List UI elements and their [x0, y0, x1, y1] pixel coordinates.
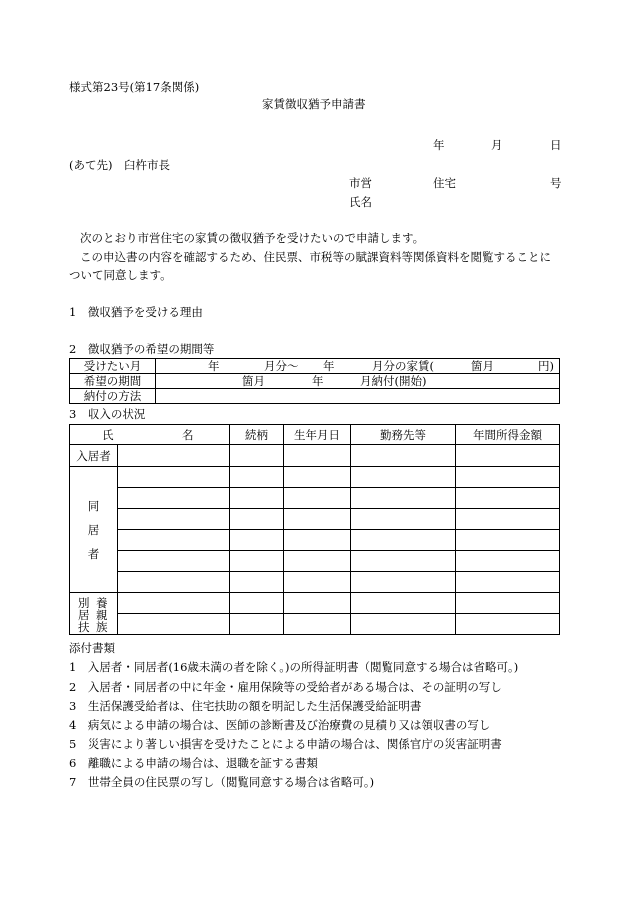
desired-month-from: 月分～ — [264, 359, 299, 373]
resident-label: 入居者 — [70, 445, 118, 467]
desired-month-to: 月分の家賃( — [372, 359, 434, 373]
resident-name-cell[interactable] — [118, 445, 230, 467]
cohabitant-relation-cell[interactable] — [230, 530, 284, 551]
desired-period-year: 年 — [312, 374, 324, 388]
dependent-birth-cell[interactable] — [284, 593, 351, 614]
attachment-item: 4 病気による申請の場合は、医師の診断書及び治療費の見積り又は領収書の写し — [69, 718, 491, 732]
payment-method-row — [70, 389, 560, 404]
col-birth-header: 生年月日 — [284, 425, 351, 445]
cohabitant-name-cell[interactable] — [118, 467, 230, 488]
dependent-relation-cell[interactable] — [230, 614, 284, 635]
col-income-header: 年間所得金額 — [456, 425, 560, 445]
dependent-char: 養 — [96, 596, 108, 610]
cohabitant-birth-cell[interactable] — [284, 551, 351, 572]
cohabitant-birth-cell[interactable] — [284, 530, 351, 551]
dependent-name-cell[interactable] — [118, 614, 230, 635]
resident-income-cell[interactable] — [456, 445, 560, 467]
cohabitant-income-cell[interactable] — [456, 551, 560, 572]
cohabitant-relation-cell[interactable] — [230, 509, 284, 530]
attachment-item: 2 入居者・同居者の中に年金・雇用保険等の受給者がある場合は、その証明の写し — [69, 680, 502, 694]
dependent-char: 別 — [78, 596, 90, 610]
dependent-col-2 — [96, 597, 108, 633]
desired-month-year-2: 年 — [323, 359, 335, 373]
cohabitant-row — [70, 551, 560, 572]
desired-month-yen: 円) — [538, 359, 554, 373]
statement-paragraph-2b: ついて同意します。 — [69, 268, 172, 282]
cohabitant-char-2: 居 — [87, 522, 100, 537]
dependent-income-cell[interactable] — [456, 614, 560, 635]
dependent-char: 居 — [78, 608, 90, 622]
number-label: 号 — [550, 176, 562, 190]
addressee: (あて先) 臼杵市長 — [69, 158, 170, 172]
cohabitant-income-cell[interactable] — [456, 572, 560, 593]
desired-period-start: 月納付(開始) — [360, 374, 427, 388]
dependent-row — [70, 614, 560, 635]
cohabitant-row — [70, 530, 560, 551]
cohabitant-work-cell[interactable] — [351, 572, 456, 593]
cohabitant-row — [70, 488, 560, 509]
applicant-name-label: 氏名 — [349, 195, 372, 209]
dependent-row — [70, 593, 560, 614]
dependent-birth-cell[interactable] — [284, 614, 351, 635]
cohabitant-name-cell[interactable] — [118, 572, 230, 593]
dependent-char: 親 — [96, 608, 108, 622]
attachment-item: 6 離職による申請の場合は、退職を証する書類 — [69, 756, 318, 770]
col-name-char-2: 名 — [182, 428, 194, 442]
desired-period-row — [70, 374, 560, 389]
income-status-table — [69, 424, 560, 635]
statement-paragraph-2a: この申込書の内容を確認するため、住民票、市税等の賦課資料等関係資料を閲覧することに — [80, 250, 552, 264]
cohabitant-income-cell[interactable] — [456, 530, 560, 551]
jutaku-label: 住宅 — [433, 176, 456, 190]
payment-method-field[interactable] — [156, 389, 560, 404]
attachment-item: 3 生活保護受給者は、住宅扶助の額を明記した生活保護受給証明書 — [69, 699, 422, 713]
desired-period-field[interactable] — [156, 374, 560, 389]
payment-method-label: 納付の方法 — [70, 389, 156, 404]
desired-period-count: 箇月 — [242, 374, 265, 388]
cohabitant-birth-cell[interactable] — [284, 488, 351, 509]
cohabitant-row — [70, 467, 560, 488]
cohabitant-name-cell[interactable] — [118, 509, 230, 530]
col-relation-header: 続柄 — [230, 425, 284, 445]
cohabitant-relation-cell[interactable] — [230, 572, 284, 593]
section-2-heading: 2 徴収猶予の希望の期間等 — [69, 342, 215, 356]
cohabitant-relation-cell[interactable] — [230, 467, 284, 488]
cohabitant-char-1: 同 — [87, 498, 100, 513]
cohabitant-row — [70, 509, 560, 530]
date-year-label: 年 — [433, 138, 445, 152]
cohabitant-birth-cell[interactable] — [284, 467, 351, 488]
cohabitant-work-cell[interactable] — [351, 530, 456, 551]
attachments-heading: 添付書類 — [69, 641, 115, 655]
cohabitant-work-cell[interactable] — [351, 467, 456, 488]
col-name-char-1: 氏 — [102, 428, 114, 442]
cohabitant-income-cell[interactable] — [456, 509, 560, 530]
attachment-item: 5 災害により著しい損害を受けたことによる申請の場合は、関係官庁の災害証明書 — [69, 737, 502, 751]
desired-month-count: 箇月 — [471, 359, 494, 373]
cohabitant-birth-cell[interactable] — [284, 572, 351, 593]
dependent-label — [70, 593, 118, 635]
dependent-work-cell[interactable] — [351, 593, 456, 614]
col-name-header — [70, 425, 230, 445]
statement-paragraph-1: 次のとおり市営住宅の家賃の徴収猶予を受けたいので申請します。 — [80, 231, 425, 245]
cohabitant-name-cell[interactable] — [118, 488, 230, 509]
date-day-label: 日 — [550, 138, 562, 152]
income-header-row — [70, 425, 560, 445]
cohabitant-relation-cell[interactable] — [230, 551, 284, 572]
dependent-col-1 — [78, 597, 90, 633]
cohabitant-label — [70, 467, 118, 593]
cohabitant-income-cell[interactable] — [456, 467, 560, 488]
col-work-header: 勤務先等 — [351, 425, 456, 445]
form-number: 様式第23号(第17条関係) — [69, 80, 200, 94]
resident-relation-cell[interactable] — [230, 445, 284, 467]
housing-label: 市営 — [349, 176, 372, 190]
cohabitant-work-cell[interactable] — [351, 509, 456, 530]
cohabitant-work-cell[interactable] — [351, 488, 456, 509]
date-month-label: 月 — [491, 138, 503, 152]
dependent-work-cell[interactable] — [351, 614, 456, 635]
resident-row — [70, 445, 560, 467]
deferral-period-table — [69, 358, 560, 404]
desired-month-field[interactable] — [156, 359, 560, 374]
cohabitant-row — [70, 572, 560, 593]
dependent-income-cell[interactable] — [456, 593, 560, 614]
dependent-char: 扶 — [78, 620, 90, 634]
section-1-heading: 1 徴収猶予を受ける理由 — [69, 305, 203, 319]
cohabitant-relation-cell[interactable] — [230, 488, 284, 509]
section-3-heading: 3 収入の状況 — [69, 407, 146, 421]
cohabitant-work-cell[interactable] — [351, 551, 456, 572]
attachment-item: 1 入居者・同居者(16歳未満の者を除く。)の所得証明書（閲覧同意する場合は省略可。) — [69, 660, 519, 674]
desired-month-label: 受けたい月 — [70, 359, 156, 374]
resident-birth-cell[interactable] — [284, 445, 351, 467]
dependent-name-cell[interactable] — [118, 593, 230, 614]
resident-work-cell[interactable] — [351, 445, 456, 467]
form-title: 家賃徴収猶予申請書 — [262, 97, 366, 111]
desired-month-year: 年 — [208, 359, 220, 373]
cohabitant-char-3: 者 — [87, 546, 100, 561]
desired-period-label: 希望の期間 — [70, 374, 156, 389]
dependent-char: 族 — [96, 620, 108, 634]
cohabitant-name-cell[interactable] — [118, 530, 230, 551]
cohabitant-name-cell[interactable] — [118, 551, 230, 572]
cohabitant-income-cell[interactable] — [456, 488, 560, 509]
attachment-item: 7 世帯全員の住民票の写し（閲覧同意する場合は省略可。) — [69, 775, 375, 789]
dependent-relation-cell[interactable] — [230, 593, 284, 614]
desired-month-row — [70, 359, 560, 374]
cohabitant-birth-cell[interactable] — [284, 509, 351, 530]
